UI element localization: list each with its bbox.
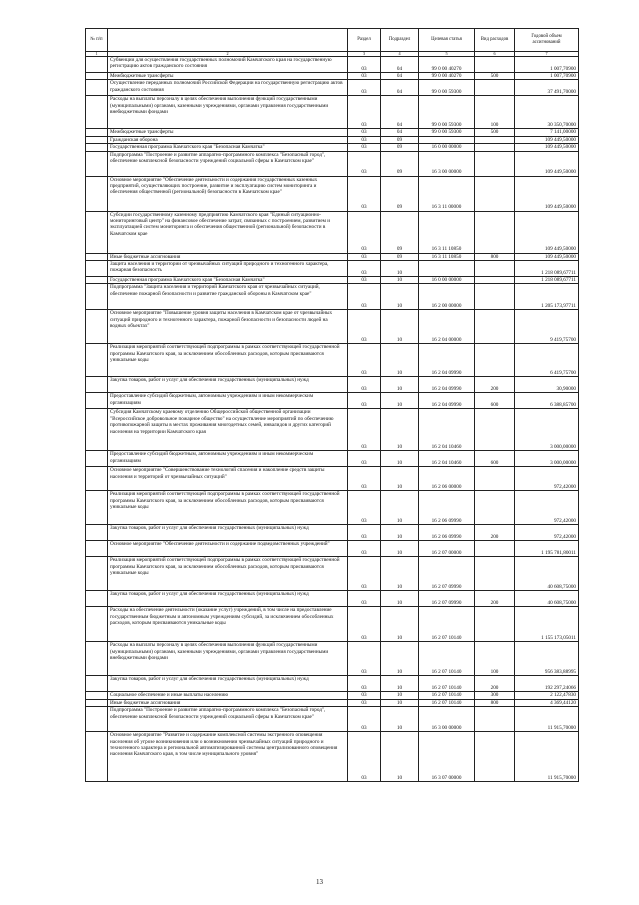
razdel-cell: 03 <box>348 136 381 143</box>
razdel-cell: 03 <box>348 591 381 607</box>
amount-cell: 3 000,00000 <box>515 409 579 451</box>
amount-cell: 1 218 089,67711 <box>515 261 579 277</box>
target-article-cell: 16 2 00 00000 <box>419 284 475 310</box>
num-cell <box>86 57 108 73</box>
index-cell: 5 <box>419 52 475 57</box>
target-article-cell: 16 3 07 00000 <box>419 732 475 782</box>
num-cell <box>86 525 108 541</box>
razdel-cell: 03 <box>348 344 381 377</box>
table-row <box>86 96 579 129</box>
index-cell: 7 <box>515 52 579 57</box>
podrazdel-cell: 10 <box>381 344 419 377</box>
razdel-cell: 03 <box>348 409 381 451</box>
razdel-cell: 03 <box>348 310 381 344</box>
amount-cell: 40 608,75000 <box>515 591 579 607</box>
razdel-cell: 03 <box>348 676 381 692</box>
target-article-cell: 16 2 04 10460 <box>419 409 475 451</box>
expense-type-cell <box>475 310 515 344</box>
table-row <box>86 732 579 782</box>
podrazdel-cell: 10 <box>381 467 419 491</box>
amount-cell: 972,42000 <box>515 525 579 541</box>
expense-type-cell <box>475 541 515 557</box>
table-row <box>86 253 579 260</box>
razdel-cell: 03 <box>348 557 381 591</box>
amount-cell: 30 350,70000 <box>515 96 579 129</box>
amount-cell: 109 449,50000 <box>515 211 579 253</box>
amount-cell: 109 449,50000 <box>515 151 579 176</box>
item-name: Реализация мероприятий соответствующей подпрограммы в рамках соответствующей государственной программы Камчатского края, за исключением обособленных расходов, которым присваиваются уникальные коды <box>108 491 348 525</box>
item-name: Закупка товаров, работ и услуг для обеспечения государственных (муниципальных) нужд <box>108 676 348 692</box>
target-article-cell: 16 2 04 00000 <box>419 310 475 344</box>
target-article-cell: 99 0 00 59300 <box>419 96 475 129</box>
razdel-cell: 03 <box>348 253 381 260</box>
table-row <box>86 377 579 393</box>
razdel-cell: 03 <box>348 607 381 642</box>
table-row <box>86 642 579 676</box>
num-cell <box>86 642 108 676</box>
num-cell <box>86 277 108 284</box>
razdel-cell: 03 <box>348 525 381 541</box>
item-name: Предоставление субсидий бюджетным, автономным учреждениям и иным некоммерческим организациям <box>108 451 348 467</box>
razdel-cell: 03 <box>348 151 381 176</box>
expense-type-cell: 100 <box>475 96 515 129</box>
razdel-cell: 03 <box>348 57 381 73</box>
num-cell <box>86 136 108 143</box>
item-name: Расходы на выплаты персоналу в целях обеспечения выполнения функций государственными (муниципальными) органами, казенными учреждениями, органами управления государственными внебюджетными фондами <box>108 96 348 129</box>
podrazdel-cell: 10 <box>381 707 419 732</box>
podrazdel-cell: 09 <box>381 253 419 260</box>
expense-type-cell <box>475 176 515 211</box>
podrazdel-cell: 10 <box>381 525 419 541</box>
razdel-cell: 03 <box>348 261 381 277</box>
table-row <box>86 136 579 143</box>
podrazdel-cell: 04 <box>381 57 419 73</box>
table-row <box>86 409 579 451</box>
target-article-cell: 16 2 07 10140 <box>419 692 475 699</box>
podrazdel-cell: 10 <box>381 277 419 284</box>
target-article-cell: 16 2 06 09990 <box>419 491 475 525</box>
podrazdel-cell: 10 <box>381 310 419 344</box>
expense-type-cell: 100 <box>475 642 515 676</box>
podrazdel-cell: 10 <box>381 284 419 310</box>
index-cell: 2 <box>108 52 348 57</box>
num-cell <box>86 344 108 377</box>
podrazdel-cell: 04 <box>381 80 419 96</box>
item-name: Основное мероприятие "Совершенствование технологий спасения и накопление средств защиты населения и территорий от чрезвычайных ситуаций" <box>108 467 348 491</box>
num-cell <box>86 393 108 409</box>
item-name: Расходы на выплаты персоналу в целях обеспечения выполнения функций государственными (муниципальными) органами, казенными учреждениями, органами управления государственными внебюджетными фондами <box>108 642 348 676</box>
expense-type-cell: 800 <box>475 253 515 260</box>
table-row <box>86 525 579 541</box>
target-article-cell: 99 0 00 59300 <box>419 80 475 96</box>
num-cell <box>86 80 108 96</box>
target-article-cell: 16 3 00 00000 <box>419 707 475 732</box>
header-podrazdel: Подраздел <box>381 29 419 52</box>
amount-cell: 2 122,47830 <box>515 692 579 699</box>
table-row <box>86 57 579 73</box>
amount-cell: 109 449,50000 <box>515 176 579 211</box>
num-cell <box>86 151 108 176</box>
num-cell <box>86 261 108 277</box>
item-name: Основное мероприятие "Повышение уровня защиты населения в Камчатском крае от чрезвычайных ситуаций природного и техногенного характера, пожарной безопасности и безопасности людей на водных объектах" <box>108 310 348 344</box>
target-article-cell: 16 3 11 10850 <box>419 253 475 260</box>
expense-type-cell: 600 <box>475 393 515 409</box>
expense-type-cell <box>475 144 515 151</box>
expense-type-cell <box>475 607 515 642</box>
razdel-cell: 03 <box>348 467 381 491</box>
expense-type-cell <box>475 284 515 310</box>
podrazdel-cell: 10 <box>381 393 419 409</box>
table-row <box>86 541 579 557</box>
podrazdel-cell: 09 <box>381 151 419 176</box>
expense-type-cell: 600 <box>475 451 515 467</box>
table-row <box>86 151 579 176</box>
item-name: Социальное обеспечение и иные выплаты населению <box>108 692 348 699</box>
amount-cell: 1 007,70900 <box>515 57 579 73</box>
item-name: Государственная программа Камчатского края "Безопасная Камчатка" <box>108 277 348 284</box>
podrazdel-cell: 10 <box>381 541 419 557</box>
amount-cell: 7 141,00000 <box>515 129 579 136</box>
table-row <box>86 176 579 211</box>
table-row <box>86 692 579 699</box>
razdel-cell: 03 <box>348 451 381 467</box>
target-article-cell: 16 3 11 00000 <box>419 176 475 211</box>
num-cell <box>86 451 108 467</box>
item-name: Закупка товаров, работ и услуг для обеспечения государственных (муниципальных) нужд <box>108 525 348 541</box>
item-name: Основное мероприятие "Обеспечение деятельности и содержание подведомственных учреждений" <box>108 541 348 557</box>
expense-type-cell <box>475 211 515 253</box>
target-article-cell: 16 2 07 10140 <box>419 676 475 692</box>
podrazdel-cell: 09 <box>381 136 419 143</box>
amount-cell: 6 388,85700 <box>515 393 579 409</box>
table-row <box>86 261 579 277</box>
expense-type-cell <box>475 491 515 525</box>
target-article-cell: 16 2 04 09990 <box>419 393 475 409</box>
num-cell <box>86 73 108 80</box>
amount-cell: 40 608,75000 <box>515 557 579 591</box>
item-name: Осуществление переданных полномочий Российской Федерации на государственную регистрацию актов гражданского состояния <box>108 80 348 96</box>
amount-cell: 11 915,70000 <box>515 732 579 782</box>
index-cell: 3 <box>348 52 381 57</box>
num-cell <box>86 491 108 525</box>
table-row <box>86 73 579 80</box>
expense-type-cell: 500 <box>475 129 515 136</box>
table-row <box>86 129 579 136</box>
podrazdel-cell: 10 <box>381 732 419 782</box>
target-article-cell: 99 0 00 59300 <box>419 129 475 136</box>
expense-type-cell: 200 <box>475 591 515 607</box>
expense-type-cell <box>475 136 515 143</box>
razdel-cell: 03 <box>348 732 381 782</box>
table-row <box>86 80 579 96</box>
item-name: Основное мероприятие "Обеспечение деятельности и содержания государственных казенных предприятий, осуществляющих построение, развитие и эксплуатацию систем мониторинга и обеспечения общественной (региональной) безопасности в Камчатском крае" <box>108 176 348 211</box>
amount-cell: 1 218 089,67711 <box>515 277 579 284</box>
table-row <box>86 284 579 310</box>
razdel-cell: 03 <box>348 277 381 284</box>
num-cell <box>86 541 108 557</box>
num-cell <box>86 732 108 782</box>
item-name: Субсидия Камчатскому краевому отделению Общероссийской общественной организации "Всероссийское добровольное пожарное общество" на осуществление мероприятий по обеспечению противопожарной защиты в местах проживания многодетных семей, инвалидов и других категорий населения на территории Камчатского края <box>108 409 348 451</box>
table-row <box>86 676 579 692</box>
item-name: Субвенции для осуществления государственных полномочий Камчатского края на государственную регистрацию актов гражданского состояния <box>108 57 348 73</box>
table-body <box>86 57 579 782</box>
target-article-cell: 16 2 07 10140 <box>419 607 475 642</box>
amount-cell: 37 491,70000 <box>515 80 579 96</box>
num-cell <box>86 377 108 393</box>
item-name: Предоставление субсидий бюджетным, автономным учреждениям и иным некоммерческим организациям <box>108 393 348 409</box>
podrazdel-cell: 10 <box>381 377 419 393</box>
num-cell <box>86 96 108 129</box>
header-name <box>108 29 348 52</box>
podrazdel-cell: 10 <box>381 491 419 525</box>
target-article-cell: 16 2 04 09990 <box>419 344 475 377</box>
expense-type-cell <box>475 57 515 73</box>
amount-cell: 1 205 173,97711 <box>515 284 579 310</box>
amount-cell: 11 915,70000 <box>515 707 579 732</box>
header-razdel: Раздел <box>348 29 381 52</box>
amount-cell: 972,42000 <box>515 491 579 525</box>
podrazdel-cell: 09 <box>381 211 419 253</box>
num-cell <box>86 591 108 607</box>
podrazdel-cell: 04 <box>381 96 419 129</box>
expense-type-cell <box>475 277 515 284</box>
target-article-cell: 16 2 07 10140 <box>419 699 475 706</box>
target-article-cell: 16 2 06 09990 <box>419 525 475 541</box>
index-cell: 1 <box>86 52 108 57</box>
target-article-cell: 99 0 00 40270 <box>419 73 475 80</box>
table-row <box>86 557 579 591</box>
amount-cell: 109 449,50000 <box>515 144 579 151</box>
table-row <box>86 491 579 525</box>
item-name: Гражданская оборона <box>108 136 348 143</box>
item-name: Подпрограмма "Построение и развитие аппаратно-программного комплекса "Безопасный город", обеспечение комплексной безопасности учреждений социальной сферы в Камчатском крае" <box>108 151 348 176</box>
podrazdel-cell: 09 <box>381 144 419 151</box>
table-row <box>86 591 579 607</box>
podrazdel-cell: 10 <box>381 692 419 699</box>
target-article-cell <box>419 261 475 277</box>
item-name: Реализация мероприятий соответствующей подпрограммы в рамках соответствующей государственной программы Камчатского края, за исключением обособленных расходов, которым присваиваются уникальные коды <box>108 557 348 591</box>
table-row <box>86 451 579 467</box>
amount-cell: 3 000,00000 <box>515 451 579 467</box>
budget-table-container <box>85 28 578 782</box>
expense-type-cell <box>475 707 515 732</box>
item-name: Иные бюджетные ассигнования <box>108 253 348 260</box>
item-name: Субсидии государственному казенному предприятию Камчатского края "Единый ситуационно-мониторинговый центр" на финансовое обеспечение затрат, связанных с построением, развитием и эксплуатацией систем мониторинга и обеспечения общественной (региональной) безопасности в Камчатском крае <box>108 211 348 253</box>
num-cell <box>86 699 108 706</box>
expense-type-cell <box>475 557 515 591</box>
amount-cell: 1 007,70900 <box>515 73 579 80</box>
podrazdel-cell: 09 <box>381 176 419 211</box>
num-cell <box>86 284 108 310</box>
expense-type-cell <box>475 344 515 377</box>
num-cell <box>86 692 108 699</box>
table-row <box>86 211 579 253</box>
target-article-cell <box>419 136 475 143</box>
razdel-cell: 03 <box>348 80 381 96</box>
podrazdel-cell: 10 <box>381 699 419 706</box>
amount-cell: 1 155 173,05011 <box>515 607 579 642</box>
podrazdel-cell: 10 <box>381 557 419 591</box>
num-cell <box>86 129 108 136</box>
index-cell: 4 <box>381 52 419 57</box>
amount-cell: 1 195 781,80011 <box>515 541 579 557</box>
podrazdel-cell: 04 <box>381 73 419 80</box>
item-name: Государственная программа Камчатского края "Безопасная Камчатка" <box>108 144 348 151</box>
amount-cell: 9 419,75700 <box>515 310 579 344</box>
table-row <box>86 310 579 344</box>
expense-type-cell <box>475 151 515 176</box>
table-row <box>86 467 579 491</box>
expense-type-cell: 300 <box>475 692 515 699</box>
item-name: Реализация мероприятий соответствующей подпрограммы в рамках соответствующей государственной программы Камчатского края, за исключением обособленных расходов, которым присваиваются уникальные коды <box>108 344 348 377</box>
target-article-cell: 16 3 11 10850 <box>419 211 475 253</box>
razdel-cell: 03 <box>348 176 381 211</box>
razdel-cell: 03 <box>348 284 381 310</box>
table-row <box>86 707 579 732</box>
table-row <box>86 144 579 151</box>
num-cell <box>86 707 108 732</box>
header-row <box>86 29 579 52</box>
num-cell <box>86 467 108 491</box>
expense-type-cell <box>475 467 515 491</box>
amount-cell: 109 449,50000 <box>515 136 579 143</box>
item-name: Межбюджетные трансферты <box>108 73 348 80</box>
amount-cell: 956 383,88995 <box>515 642 579 676</box>
target-article-cell: 16 0 00 00000 <box>419 144 475 151</box>
item-name: Иные бюджетные ассигнования <box>108 699 348 706</box>
table-row <box>86 607 579 642</box>
razdel-cell: 03 <box>348 707 381 732</box>
podrazdel-cell: 10 <box>381 676 419 692</box>
podrazdel-cell: 10 <box>381 591 419 607</box>
item-name: Межбюджетные трансферты <box>108 129 348 136</box>
amount-cell: 4 369,44120 <box>515 699 579 706</box>
target-article-cell: 16 2 06 00000 <box>419 467 475 491</box>
item-name: Защита населения и территории от чрезвычайных ситуаций природного и техногенного характера, пожарная безопасность <box>108 261 348 277</box>
table-row <box>86 344 579 377</box>
expense-type-cell: 200 <box>475 377 515 393</box>
amount-cell: 30,90000 <box>515 377 579 393</box>
expense-type-cell: 500 <box>475 73 515 80</box>
podrazdel-cell: 04 <box>381 129 419 136</box>
target-article-cell: 16 2 07 00000 <box>419 541 475 557</box>
num-cell <box>86 676 108 692</box>
razdel-cell: 03 <box>348 692 381 699</box>
target-article-cell: 99 0 00 40270 <box>419 57 475 73</box>
num-cell <box>86 557 108 591</box>
item-name: Расходы на обеспечение деятельности (оказание услуг) учреждений, в том числе на предоставление государственным бюджетным и автономным учреждениям субсидий, за исключением обособленных расходов, которым присваиваются уникальные коды <box>108 607 348 642</box>
table-row <box>86 393 579 409</box>
expense-type-cell: 200 <box>475 676 515 692</box>
amount-cell: 972,42000 <box>515 467 579 491</box>
budget-table <box>85 28 579 782</box>
amount-cell: 192 297,24066 <box>515 676 579 692</box>
page-number: 13 <box>316 878 323 886</box>
header-expense-type: Вид расходов <box>475 29 515 52</box>
razdel-cell: 03 <box>348 129 381 136</box>
razdel-cell: 03 <box>348 144 381 151</box>
razdel-cell: 03 <box>348 541 381 557</box>
target-article-cell: 16 0 00 00000 <box>419 277 475 284</box>
podrazdel-cell: 10 <box>381 409 419 451</box>
table-row <box>86 699 579 706</box>
razdel-cell: 03 <box>348 73 381 80</box>
podrazdel-cell: 10 <box>381 642 419 676</box>
item-name: Основное мероприятие "Развитие и содержание комплексной системы экстренного оповещения населения об угрозе возникновения или о возникновении чрезвычайных ситуаций природного и техногенного характера и региональной автоматизированной системы централизованного оповещения населения Камчатского края, в том числе муниципального уровня" <box>108 732 348 782</box>
item-name: Подпрограмма "Построение и развитие аппаратно-программного комплекса "Безопасный город", обеспечение комплексной безопасности учреждений социальной сферы в Камчатском крае" <box>108 707 348 732</box>
expense-type-cell <box>475 80 515 96</box>
razdel-cell: 03 <box>348 377 381 393</box>
target-article-cell: 16 2 07 10140 <box>419 642 475 676</box>
target-article-cell: 16 3 00 00000 <box>419 151 475 176</box>
podrazdel-cell: 10 <box>381 261 419 277</box>
item-name: Закупка товаров, работ и услуг для обеспечения государственных (муниципальных) нужд <box>108 377 348 393</box>
razdel-cell: 03 <box>348 211 381 253</box>
header-annual-amount: Годовой объем ассигнований <box>515 29 579 52</box>
expense-type-cell: 200 <box>475 525 515 541</box>
razdel-cell: 03 <box>348 642 381 676</box>
target-article-cell: 16 2 04 10460 <box>419 451 475 467</box>
num-cell <box>86 144 108 151</box>
num-cell <box>86 409 108 451</box>
num-cell <box>86 211 108 253</box>
expense-type-cell <box>475 261 515 277</box>
podrazdel-cell: 10 <box>381 451 419 467</box>
razdel-cell: 03 <box>348 491 381 525</box>
header-target-article: Целевая статья <box>419 29 475 52</box>
razdel-cell: 03 <box>348 96 381 129</box>
expense-type-cell <box>475 732 515 782</box>
target-article-cell: 16 2 07 09990 <box>419 591 475 607</box>
amount-cell: 6 419,75700 <box>515 344 579 377</box>
amount-cell: 109 449,50000 <box>515 253 579 260</box>
header-num: № п/п <box>86 29 108 52</box>
target-article-cell: 16 2 07 09990 <box>419 557 475 591</box>
expense-type-cell: 800 <box>475 699 515 706</box>
num-cell <box>86 253 108 260</box>
num-cell <box>86 310 108 344</box>
expense-type-cell <box>475 409 515 451</box>
table-row <box>86 277 579 284</box>
target-article-cell: 16 2 04 09990 <box>419 377 475 393</box>
razdel-cell: 03 <box>348 393 381 409</box>
podrazdel-cell: 10 <box>381 607 419 642</box>
num-cell <box>86 176 108 211</box>
razdel-cell: 03 <box>348 699 381 706</box>
item-name: Закупка товаров, работ и услуг для обеспечения государственных (муниципальных) нужд <box>108 591 348 607</box>
index-cell: 6 <box>475 52 515 57</box>
num-cell <box>86 607 108 642</box>
item-name: Подпрограмма "Защита населения и территорий Камчатского края от чрезвычайных ситуаций, обеспечение пожарной безопасности и развитие гражданской обороны в Камчатском крае" <box>108 284 348 310</box>
